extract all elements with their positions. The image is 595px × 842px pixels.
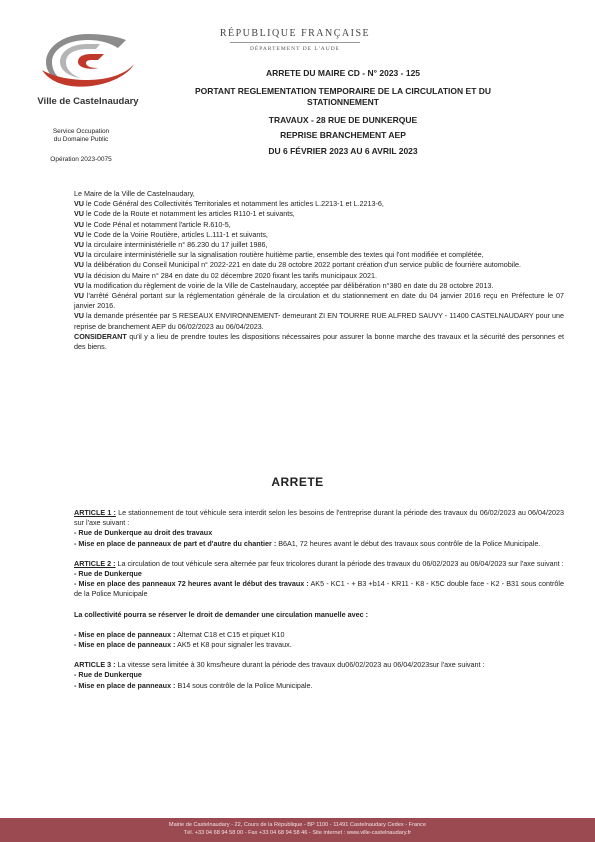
vu-text: le Code de la Voirie Routière, articles L.111-1 et suivants,	[84, 229, 268, 239]
article-2-text: La circulation de tout véhicule sera alternée par feux tricolores durant la période des travaux du 06/02/2023 au 06/04/2023 sur l'axe suivant :	[115, 558, 564, 568]
service-line-2: du Domaine Public	[53, 136, 109, 143]
article-1-item-2-bold: - Mise en place de panneaux de part et d'autre du chantier :	[74, 538, 277, 548]
article-3-item-1: - Rue de Dunkerque	[74, 670, 142, 680]
vu-item	[74, 281, 564, 291]
footer	[0, 818, 595, 842]
article-3-item-2-text: B14 sous contrôle de la Police Municipale.	[175, 680, 313, 690]
works-period: DU 6 FÉVRIER 2023 AU 6 AVRIL 2023	[268, 145, 418, 156]
collectivite-item-1-bold: - Mise en place de panneaux :	[74, 629, 176, 639]
article-1-item-2	[74, 539, 564, 549]
vu-item	[74, 250, 564, 260]
vu-item	[74, 291, 564, 311]
vu-item	[74, 332, 564, 352]
collectivite-item-2	[74, 640, 564, 650]
vu-keyword: VU	[74, 219, 84, 229]
city-logo-icon	[38, 30, 138, 92]
article-2-label: ARTICLE 2 :	[74, 558, 116, 568]
vu-text: le Code Général des Collectivités Territoriales et notamment les articles L.2213-1 et L.2213-6,	[84, 199, 384, 209]
vu-text: qu'il y a lieu de prendre toutes les dispositions nécessaires pour assurer la bonne marche des travaux et la sécurité des personnes et des biens.	[74, 331, 564, 352]
vu-item	[74, 220, 564, 230]
vu-keyword: VU	[74, 199, 84, 209]
works-location: TRAVAUX - 28 RUE DE DUNKERQUE	[268, 114, 418, 125]
works-type: REPRISE BRANCHEMENT AEP	[280, 130, 406, 140]
article-3-item-2	[74, 681, 564, 691]
article-3	[74, 660, 564, 670]
vu-item	[74, 311, 564, 331]
vu-list	[74, 199, 564, 352]
article-1-item-1: - Rue de Dunkerque au droit des travaux	[74, 528, 213, 538]
article-1-label: ARTICLE 1 :	[74, 508, 116, 517]
vu-text: la circulaire interministérielle n° 86.230 du 17 juillet 1986,	[84, 240, 268, 250]
vu-item	[74, 260, 564, 270]
vu-item	[74, 199, 564, 209]
article-2-item-1: - Rue de Dunkerque	[74, 569, 142, 579]
republique-francaise: RÉPUBLIQUE FRANÇAISE	[219, 28, 371, 39]
collectivite-item-2-bold: - Mise en place de panneaux :	[74, 640, 176, 650]
vu-text: le Code Pénal et notamment l'article R.610-5,	[84, 219, 231, 229]
vu-text: le Code de la Route et notamment les articles R110-1 et suivants,	[84, 209, 295, 219]
vu-item	[74, 230, 564, 240]
article-3-item-2-bold: - Mise en place de panneaux :	[74, 680, 176, 690]
article-1-item-2-text: B6A1, 72 heures avant le début des travaux sous contrôle de la Police Municipale.	[276, 538, 541, 548]
collectivite-item-1-text: Alternat C18 et C15 et piquet K10	[175, 629, 285, 639]
article-2-item-2-bold: - Mise en place des panneaux 72 heures avant le début des travaux :	[74, 579, 309, 589]
collectivite-item-1	[74, 630, 564, 640]
vu-keyword: VU	[74, 291, 84, 301]
collectivite-title: La collectivité pourra se réserver le droit de demander une circulation manuelle avec :	[74, 609, 368, 619]
article-2	[74, 559, 564, 569]
vu-text: l'arrêté Général portant sur la réglementation générale de la circulation et du stationnement en date du 04 janvier 2016 reçu en Préfecture le 07 janvier 2016.	[74, 291, 564, 311]
vu-keyword: VU	[74, 250, 84, 260]
preamble-intro: Le Maire de la Ville de Castelnaudary,	[74, 189, 195, 198]
vu-item	[74, 271, 564, 281]
vu-text: la délibération du Conseil Municipal n° 2022-221 en date du 28 octobre 2022 portant création d'un service public de fourrière automobile.	[84, 260, 521, 270]
vu-item	[74, 240, 564, 250]
service-line-1: Service Occupation	[52, 128, 110, 135]
operation-number: Opération 2023-0075	[50, 156, 112, 163]
vu-keyword: VU	[74, 260, 84, 270]
vu-item	[74, 209, 564, 219]
preamble	[74, 189, 564, 352]
article-3-text: La vitesse sera limitée à 30 kms/heure durant la période des travaux du06/02/2023 au 06/04/2023sur l'axe suivant :	[115, 660, 485, 670]
article-1	[74, 508, 564, 528]
decree-titles	[168, 68, 518, 157]
vu-keyword: CONSIDERANT	[74, 331, 127, 341]
vu-text: la demande présentée par S RESEAUX ENVIRONNEMENT- demeurant ZI EN TOURRE RUE ALFRED SAUVY - 11400 CASTELNAUDARY pour une reprise de branchement AEP du 06/02/2023 au 06/04/2023.	[74, 311, 564, 331]
vu-keyword: VU	[74, 240, 84, 250]
articles	[74, 508, 564, 691]
footer-contact: Tél. +33 04 68 94 58 00 - Fax +33 04 68 94 58 46 - Site internet : www.ville-castelnaudary.fr	[183, 830, 412, 836]
vu-keyword: VU	[74, 311, 84, 321]
article-1-text: Le stationnement de tout véhicule sera interdit selon les besoins de l'entreprise durant la période des travaux du 06/02/2023 au 06/04/2023 sur l'axe suivant :	[74, 508, 565, 528]
vu-text: la modification du règlement de voirie de la Ville de Castelnaudary, acceptée par délibération n°380 en date du 28 octobre 2013.	[84, 280, 494, 290]
departement: DÉPARTEMENT DE L'AUDE	[249, 46, 341, 52]
decree-subject-1: PORTANT REGLEMENTATION TEMPORAIRE DE LA CIRCULATION ET DU	[194, 85, 492, 96]
vu-keyword: VU	[74, 280, 84, 290]
service-label	[20, 128, 142, 144]
article-2-item-2	[74, 579, 564, 599]
arrete-heading: ARRETE	[271, 475, 324, 489]
city-name: Ville de Castelnaudary	[37, 96, 139, 107]
decree-subject-2: STATIONNEMENT	[307, 97, 379, 107]
footer-address: Mairie de Castelnaudary - 22, Cours de la République - BP 1100 - 11491 Castelnaudary Cedex - France	[168, 822, 427, 828]
article-3-label: ARTICLE 3 :	[74, 660, 116, 670]
vu-keyword: VU	[74, 270, 84, 280]
decree-number: ARRETE DU MAIRE CD - N° 2023 - 125	[265, 68, 421, 78]
vu-text: la circulaire interministérielle sur la signalisation routière huitième partie, ensemble des textes qui l'ont modifiée et complétée,	[84, 250, 484, 260]
vu-keyword: VU	[74, 209, 84, 219]
vu-text: la décision du Maire n° 284 en date du 02 décembre 2020 fixant les tarifs municipaux 2021.	[84, 270, 377, 280]
vu-keyword: VU	[74, 229, 84, 239]
article-2-item-2-text: AK5 - KC1 - + B3 +b14 - KR11 - K8 - K5C double face - K2 - B31 sous contrôle de la Police Municipale	[74, 579, 564, 599]
header-divider	[230, 42, 360, 43]
collectivite-item-2-text: AK5 et K8 pour signaler les travaux.	[175, 640, 292, 650]
